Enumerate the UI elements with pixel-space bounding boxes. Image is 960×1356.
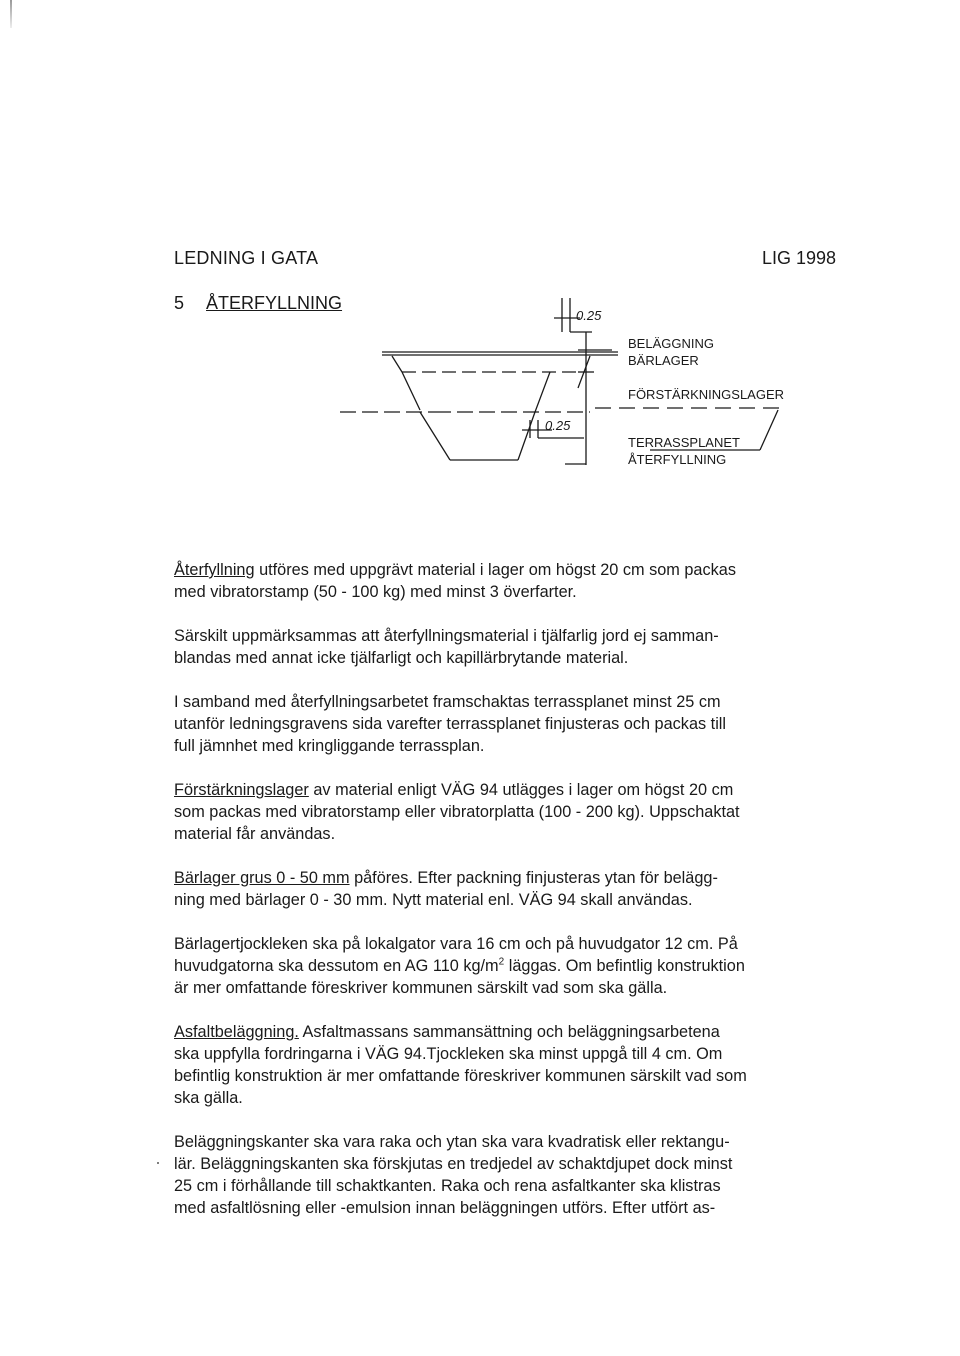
dim-label-top: 0.25 [576,308,602,323]
paragraph-terrassplanet [174,691,854,757]
paragraph-text: I samband med återfyllningsarbetet framschaktas terrassplanet minst 25 cm [174,693,721,711]
paragraph-barlager [174,867,854,911]
term-barlager-grus: Bärlager grus 0 - 50 mm [174,869,350,887]
paragraph-text: Beläggningskanter ska vara raka och ytan ska vara kvadratisk eller rektangu- [174,1133,730,1151]
term-forstarkningslager: Förstärkningslager [174,781,309,799]
paragraph-text: material får användas. [174,825,336,843]
paragraph-text: påföres. Efter packning finjusteras ytan för belägg- [349,869,718,887]
paragraph-barlagertjocklek [174,933,854,999]
document-header-code: LIG 1998 [762,248,837,268]
paragraph-text: är mer omfattande föreskriver kommunen särskilt vad som ska gälla. [174,979,668,997]
section-title: ÅTERFYLLNING [206,293,343,313]
label-aterfyllning: ÅTERFYLLNING [628,452,727,467]
paragraph-text: huvudgatorna ska dessutom en AG 110 kg/m [174,957,499,975]
paragraph-aterfyllning [174,559,854,603]
paragraph-text: ning med bärlager 0 - 30 mm. Nytt material enl. VÄG 94 skall användas. [174,891,693,909]
document-body [174,559,854,1241]
scan-dot [157,1162,159,1164]
paragraph-text: med vibratorstamp (50 - 100 kg) med minst 3 överfarter. [174,583,577,601]
paragraph-text: av material enligt VÄG 94 utlägges i lager om högst 20 cm [308,781,734,799]
paragraph-text: som packas med vibratorstamp eller vibratorplatta (100 - 200 kg). Uppschaktat [174,803,740,821]
trench-right-mid [535,372,550,412]
document-header-title: LEDNING I GATA [174,248,319,268]
paragraph-text: läggas. Om befintlig konstruktion [504,957,745,975]
paragraph-text: blandas med annat icke tjälfarligt och kapillärbrytande material. [174,649,629,667]
label-forstarkningslager: FÖRSTÄRKNINGSLAGER [628,387,785,402]
paragraph-text: ska uppfylla fordringarna i VÄG 94.Tjockleken ska minst uppgå till 4 cm. Om [174,1045,723,1063]
paragraph-text: Särskilt uppmärksammas att återfyllningsmaterial i tjälfarlig jord ej samman- [174,627,719,645]
paragraph-text: 25 cm i förhållande till schaktkanten. Raka och rena asfaltkanter ska klistras [174,1177,721,1195]
paragraph-text: Asfaltmassans sammansättning och beläggningsarbetena [298,1023,720,1041]
paragraph-text: full jämnhet med kringliggande terrassplan. [174,737,485,755]
label-barlager: BÄRLAGER [628,353,699,368]
paragraph-tjalfarlig [174,625,854,669]
section-number: 5 [174,293,185,313]
paragraph-text: med asfaltlösning eller -emulsion innan beläggningen utförs. Efter utfört as- [174,1199,716,1217]
term-asfaltbelaggning: Asfaltbeläggning. [174,1023,299,1041]
trench-right-lower [518,412,535,460]
paragraph-text: utföres med uppgrävt material i lager om högst 20 cm som packas [254,561,736,579]
trench-left-mid [402,372,420,410]
paragraph-text: ska gälla. [174,1089,243,1107]
section-heading [174,293,342,314]
paragraph-text: Bärlagertjockleken ska på lokalgator vara 16 cm och på huvudgator 12 cm. På [174,935,738,953]
terrassplanet-leader [760,410,778,450]
dim-label-bottom: 0.25 [545,418,571,433]
scan-artifact [10,0,12,28]
paragraph-text: lär. Beläggningskanten ska förskjutas en tredjedel av schaktdjupet dock minst [174,1155,733,1173]
label-terrassplanet: TERRASSPLANET [628,435,740,450]
paragraph-text: befintlig konstruktion är mer omfattande föreskriver kommunen särskilt vad som [174,1067,747,1085]
trench-cross-section-diagram [340,290,820,480]
paragraph-belaggningskanter [174,1131,854,1219]
trench-left-lower [420,412,450,460]
superscript-2: 2 [498,956,505,968]
term-aterfyllning: Återfyllning [174,561,255,579]
paragraph-text: utanför ledningsgravens sida varefter terrassplanet finjusteras och packas till [174,715,727,733]
label-belaggning: BELÄGGNING [628,336,714,351]
trench-left-upper [392,356,402,372]
paragraph-forstarkningslager [174,779,854,845]
paragraph-asfaltbelaggning [174,1021,854,1109]
